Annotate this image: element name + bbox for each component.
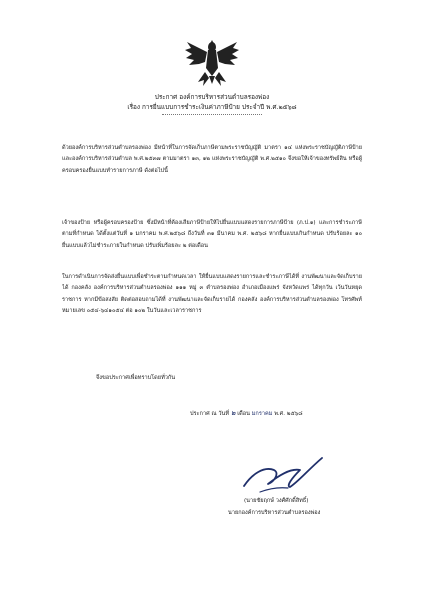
signatory-name: (นายชัยฤกษ์ วงศ์ศักดิ์สิทธิ์) xyxy=(244,498,309,504)
date-prefix: ประกาศ ณ วันที่ xyxy=(190,411,230,417)
title-divider xyxy=(162,114,262,115)
body-paragraph-2: เจ้าของป้าย หรือผู้ครอบครองป้าย ซึ่งมีหน้าที่ต้องเสียภาษีป้ายให้ไปยื่นแบบแสดงรายการภาษีป้าย (ภ.ป.๑) และการชำระภาษีตามที่กำหนด ได้ตั้งแต่วันที่ ๑ มกราคม พ.ศ.๒๕๖๘ ถึงวันที่ ๓๑ มีนาคม พ.ศ. ๒๕๖๘ หากยื่นแบบเกินกำหนด ปรับร้อยละ ๑๐ ยื่นแบบแล้วไม่ชำระภายในกำหนด ปรับเพิ่มร้อยละ ๒ ต่อเดือน xyxy=(62,220,362,249)
garuda-emblem-icon xyxy=(183,38,241,88)
closing-statement: จึงขอประกาศเพื่อทราบโดยทั่วกัน xyxy=(96,375,176,381)
signature-icon xyxy=(238,456,324,498)
date-month: มกราคม xyxy=(251,411,273,417)
body-paragraph-3: ในการดำเนินการจัดส่งยื่นแบบเพื่อชำระตามกำหนดเวลา ให้ยื่นแบบแสดงรายการและชำระภาษีได้ที่ งานพัฒนาและจัดเก็บรายได้ กองคลัง องค์การบริหารส่วนตำบลรองพ่อง ๑๑๑ หมู่ ๓ ตำบลรองพ่อง อำเภอเมืองแพร่ จังหวัดแพร่ ได้ทุกวัน เว้นวันหยุดราชการ หากมีข้อสงสัย ติดต่อสอบถามได้ที่ งานพัฒนาและจัดเก็บรายได้ กองคลัง องค์การบริหารส่วนตำบลรองพ่อง โทรศัพท์หมายเลข ๐๕๔-๖๔๑๐๕๔ ต่อ ๑๐๒ ในวันและเวลาราชการ xyxy=(62,274,362,315)
announcement-title: ประกาศ องค์การบริหารส่วนตำบลรองพ่อง xyxy=(154,93,270,101)
date-month-prefix: เดือน xyxy=(237,411,250,417)
date-year: พ.ศ. ๒๕๖๘ xyxy=(274,411,303,417)
announcement-date xyxy=(190,408,303,419)
announcement-subject: เรื่อง การยื่นแบบการชำระเงินค่าภาษีป้าย ประจำปี พ.ศ.๒๕๖๘ xyxy=(127,103,297,111)
signatory-position: นายกองค์การบริหารส่วนตำบลรองพ่อง xyxy=(228,510,321,516)
date-day: ๒ xyxy=(230,409,236,417)
body-paragraph-1: ด้วยองค์การบริหารส่วนตำบลรองพ่อง มีหน้าที่ในการจัดเก็บภาษีตามพระราชบัญญัติ มาตรา ๑๔ แห่งพระราชบัญญัติภาษีป้าย และองค์การบริหารส่วนตำบล พ.ศ.๒๕๓๗ ตามมาตรา ๑๓, ๑๒ แห่งพระราชบัญญัติ พ.ศ.๒๕๑๐ จึงขอให้เจ้าของทรัพย์สิน หรือผู้ครอบครองยื่นแบบทำรายการภาษี ดังต่อไปนี้ xyxy=(62,145,362,174)
